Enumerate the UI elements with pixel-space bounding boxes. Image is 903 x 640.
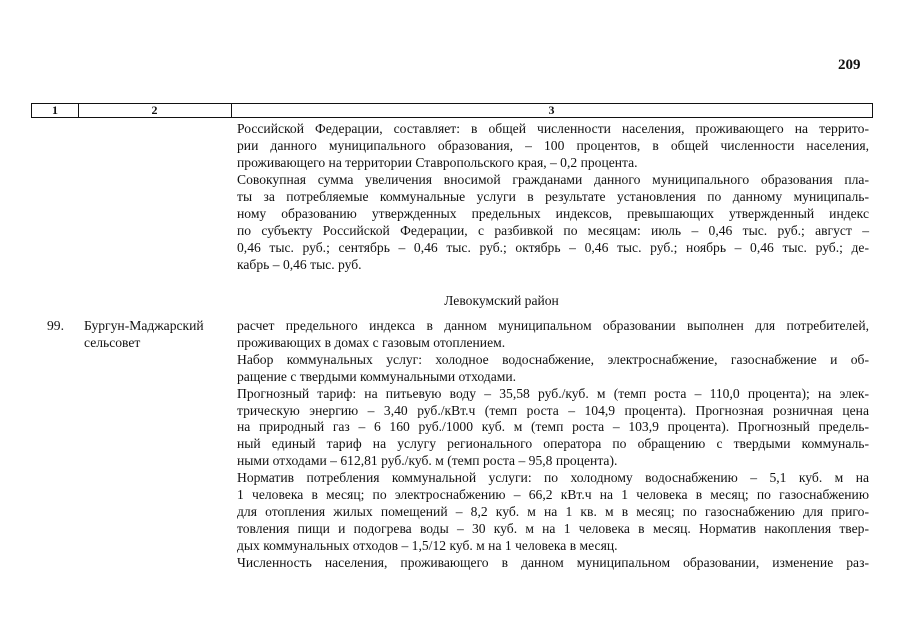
entry-description — [237, 318, 869, 572]
entry-number: 99. — [47, 318, 64, 333]
continuation-paragraph-2 — [237, 172, 869, 273]
column-number-1: 1 — [32, 104, 79, 117]
text-line: рии данного муниципального образования, – 100 процентов, в общей численности населения, — [237, 137, 869, 153]
text-line: ный единый тариф на услугу регионального оператора по обращению с твердыми коммуналь- — [237, 436, 869, 452]
text-line: ными отходами – 612,81 руб./куб. м (темп роста – 95,8 процента). — [237, 453, 618, 469]
text-line: дых коммунальных отходов – 1,5/12 куб. м на 1 человека в месяц. — [237, 537, 618, 553]
text-line: товления пищи и подогрева воды – 30 куб. м на 1 человека в месяц. Норматив накопления твер- — [237, 520, 869, 536]
page-number: 209 — [838, 57, 861, 73]
text-line: проживающего на территории Ставропольского края, – 0,2 процента. — [237, 154, 638, 170]
text-line: по субъекту Российской Федерации, с разбивкой по месяцам: июль – 0,46 тыс. руб.; август – — [237, 222, 869, 238]
text-line: проживающих в домах с газовым отоплением. — [237, 334, 506, 350]
text-line: Совокупная сумма увеличения вносимой гражданами данного муниципального образования пла- — [237, 172, 869, 187]
text-line: 0,46 тыс. руб.; сентябрь – 0,46 тыс. руб.; октябрь – 0,46 тыс. руб.; ноябрь – 0,46 тыс. руб.; де- — [237, 239, 869, 255]
text-line: ты за потребляемые коммунальные услуги в результате установления по данному муниципаль- — [237, 188, 869, 204]
entry-name — [84, 318, 234, 352]
text-line: Норматив потребления коммунальной услуги: по холодному водоснабжению – 5,1 куб. м на — [237, 470, 869, 486]
text-line: трическую энергию – 3,40 руб./кВт.ч (темп роста – 104,9 процента). Прогнозная розничная цена — [237, 402, 869, 418]
district-heading: Левокумский район — [444, 293, 559, 308]
text-line: для отопления жилых помещений – 8,2 куб. м на 1 кв. м в месяц; по газоснабжению для приго- — [237, 503, 869, 519]
entry-name-line: Бургун-Маджарский — [84, 318, 204, 333]
text-line: Прогнозный тариф: на питьевую воду – 35,58 руб./куб. м (темп роста – 110,0 процента); на элек- — [237, 385, 869, 401]
text-line: Российской Федерации, составляет: в общей численности населения, проживающего на террито- — [237, 121, 869, 136]
continuation-paragraph-1 — [237, 121, 869, 172]
entry-name-line: сельсовет — [84, 334, 141, 350]
text-line: ному образованию утвержденных предельных индексов, превышающих утвержденный индекс — [237, 205, 869, 221]
text-line: ращение с твердыми коммунальными отходами. — [237, 368, 517, 384]
text-line: расчет предельного индекса в данном муниципальном образовании выполнен для потребителей, — [237, 318, 869, 333]
text-line: Набор коммунальных услуг: холодное водоснабжение, электроснабжение, газоснабжение и об- — [237, 351, 869, 367]
text-line: на природный газ – 6 160 руб./1000 куб. м (темп роста – 103,9 процента). Прогнозный предель- — [237, 419, 869, 435]
table-column-header — [31, 103, 873, 118]
text-line: кабрь – 0,46 тыс. руб. — [237, 256, 362, 272]
text-line: 1 человека в месяц; по электроснабжению – 66,2 кВт.ч на 1 человека в месяц; по газоснабжению — [237, 487, 869, 503]
column-number-3: 3 — [548, 103, 555, 117]
text-line: Численность населения, проживающего в данном муниципальном образовании, изменение раз- — [237, 554, 869, 570]
column-number-2: 2 — [78, 104, 232, 117]
